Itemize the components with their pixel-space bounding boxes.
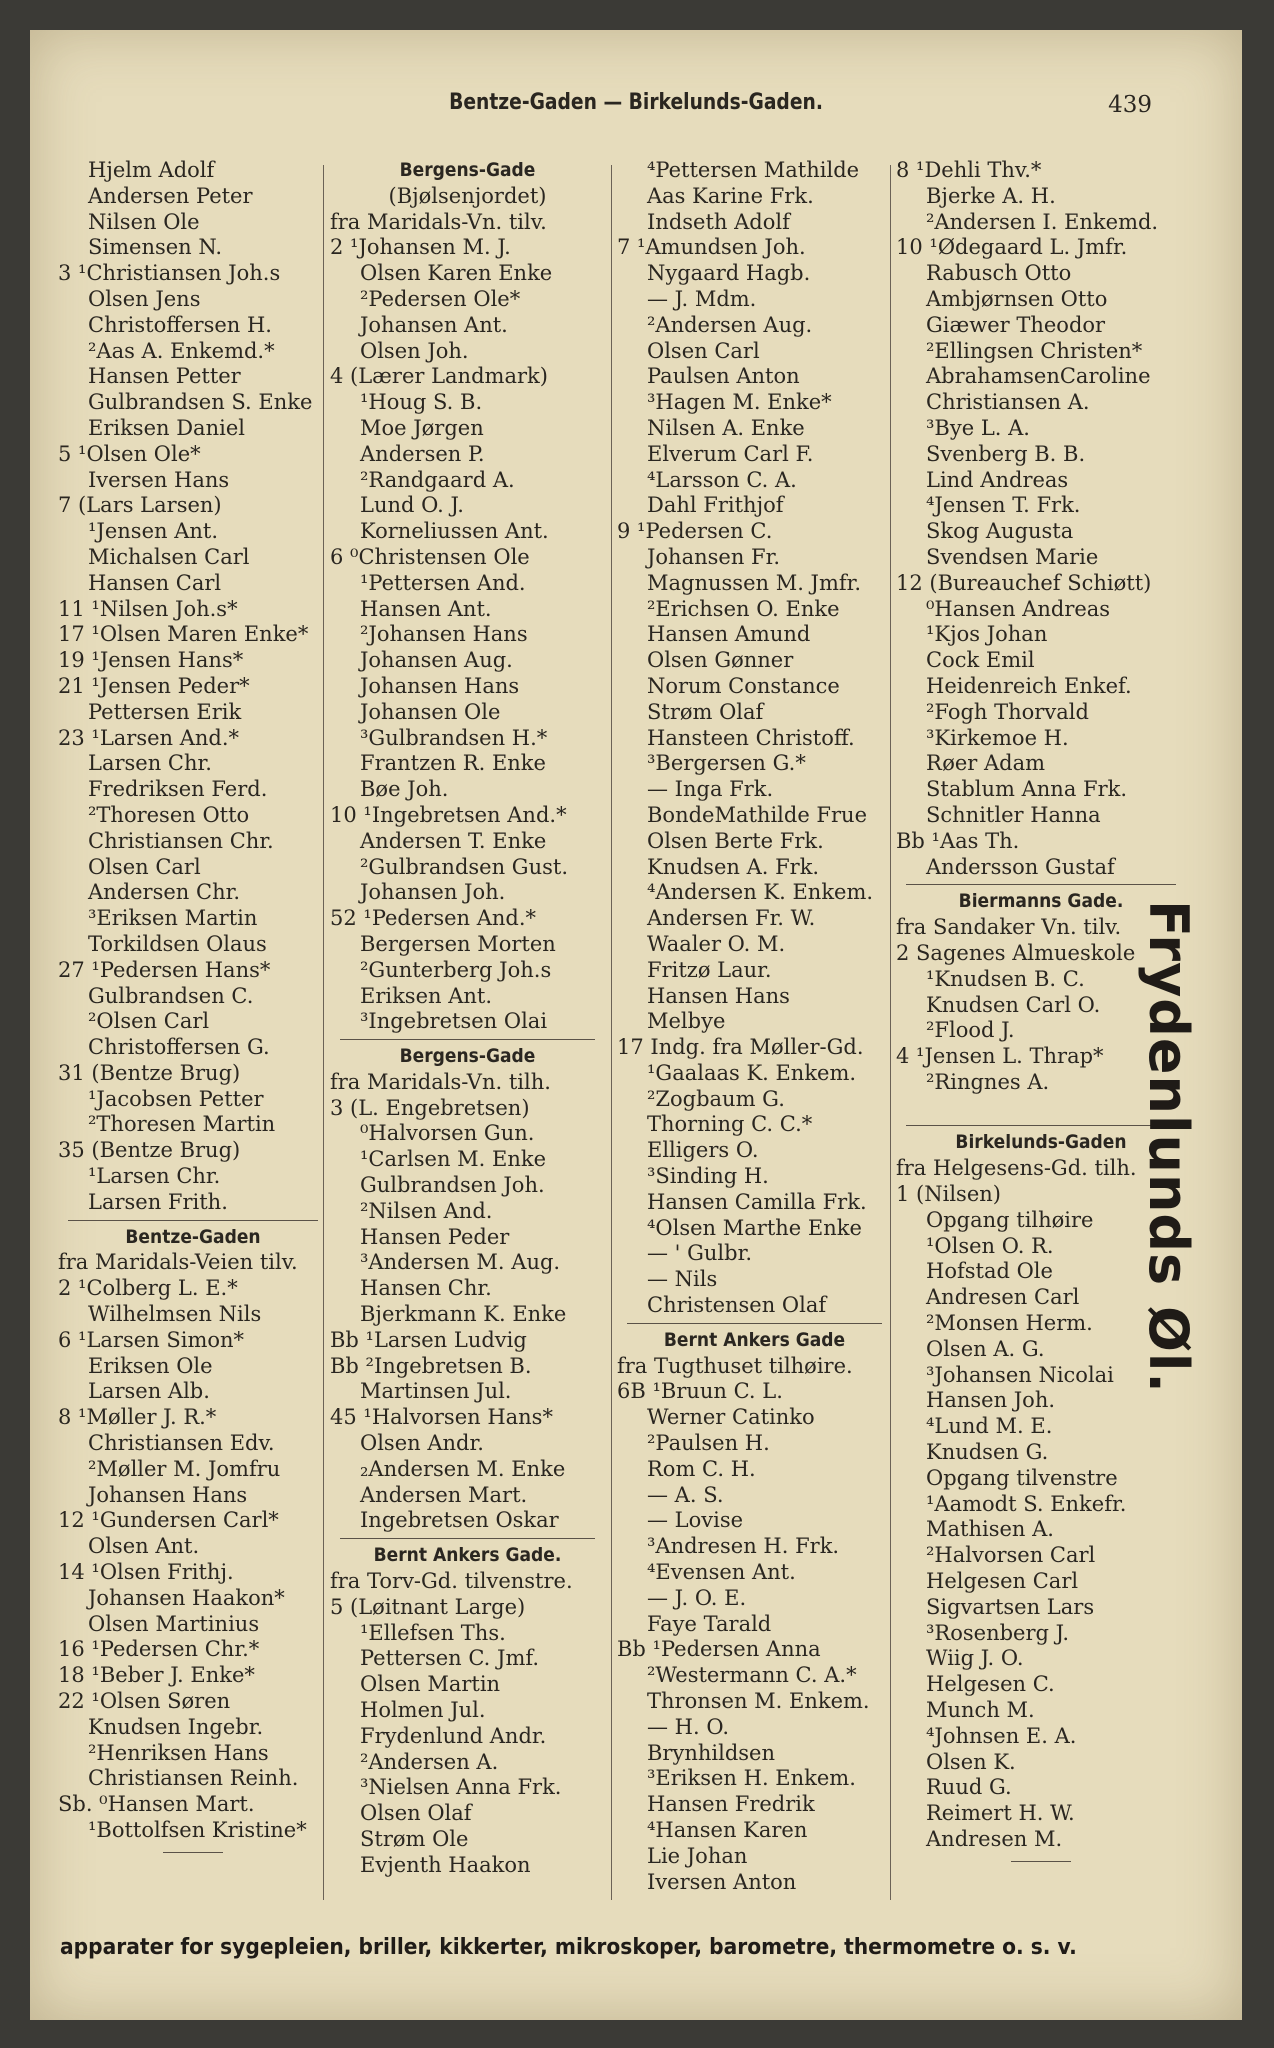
directory-entry: Olsen K.: [926, 1749, 1016, 1774]
directory-entry: 4 ¹Jensen L. Thrap*: [896, 1044, 1104, 1069]
directory-entry: ⁴Jensen T. Frk.: [926, 493, 1081, 518]
directory-entry: ¹Houg S. B.: [360, 390, 483, 415]
directory-entry: Werner Catinko: [647, 1405, 815, 1430]
street-heading: Bernt Ankers Gade.: [373, 1544, 562, 1567]
column-end-mark: [1011, 1861, 1071, 1862]
directory-entry: — Inga Frk.: [647, 777, 774, 802]
directory-entry: Johansen Fr.: [647, 544, 781, 569]
directory-entry: Torkildsen Olaus: [88, 931, 267, 956]
directory-entry: Bb ²Ingebretsen B.: [330, 1353, 532, 1378]
directory-entry: Lund O. J.: [360, 493, 464, 518]
street-heading: Biermanns Gade.: [958, 890, 1124, 913]
directory-entry: ²Pedersen Ole*: [360, 286, 521, 311]
directory-entry: Olsen A. G.: [926, 1336, 1045, 1361]
directory-entry: Hansen Ant.: [360, 596, 492, 621]
directory-entry: 7 ¹Amundsen Joh.: [617, 235, 806, 260]
directory-entry: ⁴Andersen K. Enkem.: [647, 880, 874, 905]
directory-entry: fra Maridals-Vn. tilh.: [330, 1069, 551, 1094]
directory-entry: ⁴Larsson C. A.: [647, 467, 797, 492]
directory-entry: Gulbrandsen S. Enke: [88, 390, 313, 415]
directory-entry: ³Sinding H.: [647, 1164, 769, 1189]
directory-entry: 10 ¹Ingebretsen And.*: [330, 802, 567, 827]
directory-entry: ⁰Halvorsen Gun.: [360, 1121, 535, 1146]
directory-entry: ³Bye L. A.: [926, 415, 1030, 440]
directory-entry: Andersen Mart.: [360, 1482, 528, 1507]
directory-entry: Svenberg B. B.: [926, 441, 1086, 466]
directory-entry: Johansen Ant.: [360, 312, 508, 337]
directory-entry: 5 (Løitnant Large): [330, 1594, 526, 1619]
directory-entry: Ruud G.: [926, 1775, 1012, 1800]
directory-entry: Frydenlund Andr.: [360, 1723, 547, 1748]
directory-entry: Christensen Olaf: [647, 1293, 827, 1318]
directory-entry: Fritzø Laur.: [647, 957, 772, 982]
directory-entry: Knudsen Carl O.: [926, 992, 1101, 1017]
page-number: 439: [1108, 92, 1152, 118]
directory-entry: ²Andersen A.: [360, 1749, 499, 1774]
directory-entry: Moe Jørgen: [360, 415, 484, 440]
directory-entry: Andersen Peter: [88, 183, 253, 208]
directory-entry: Thronsen M. Enkem.: [647, 1689, 870, 1714]
directory-entry: BondeMathilde Frue: [647, 802, 867, 827]
directory-entry: Bjerke A. H.: [926, 183, 1056, 208]
directory-entry: ³Rosenberg J.: [926, 1620, 1070, 1645]
directory-entry: 5 ¹Olsen Ole*: [58, 441, 201, 466]
directory-entry: Hansen Camilla Frk.: [647, 1189, 867, 1214]
directory-entry: (Bjølsenjordet): [388, 183, 547, 208]
directory-entry: Helgesen C.: [926, 1672, 1055, 1697]
directory-entry: ¹Larsen Chr.: [88, 1164, 221, 1189]
directory-entry: Olsen Martin: [360, 1672, 501, 1697]
directory-entry: Stablum Anna Frk.: [926, 777, 1128, 802]
section-divider: [906, 1125, 1176, 1126]
footer-advertisement: apparater for sygepleien, briller, kikkerter, mikroskoper, barometre, thermometre o. s. v.: [60, 1935, 1077, 1960]
directory-entry: ³Bergersen G.*: [647, 751, 806, 776]
directory-entry: ⁴Lund M. E.: [926, 1414, 1053, 1439]
column-divider: [323, 165, 324, 1900]
directory-entry: — Nils: [647, 1267, 718, 1292]
directory-entry: 6 ⁰Christensen Ole: [330, 544, 530, 569]
directory-entry: Sigvartsen Lars: [926, 1594, 1095, 1619]
directory-entry: Pettersen Erik: [88, 699, 242, 724]
directory-entry: Rom C. H.: [647, 1456, 756, 1481]
directory-entry: Cock Emil: [926, 648, 1035, 673]
directory-entry: 11 ¹Nilsen Joh.s*: [58, 596, 238, 621]
directory-entry: 52 ¹Pedersen And.*: [330, 906, 537, 931]
directory-entry: Olsen Berte Frk.: [647, 828, 824, 853]
directory-entry: Christoffersen H.: [88, 312, 272, 337]
directory-entry: ¹Gaalaas K. Enkem.: [647, 1060, 857, 1085]
directory-entry: 22 ¹Olsen Søren: [58, 1689, 231, 1714]
directory-entry: Bjerkmann K. Enke: [360, 1302, 567, 1327]
directory-entry: ³Eriksen H. Enkem.: [647, 1766, 856, 1791]
directory-entry: Røer Adam: [926, 751, 1046, 776]
directory-entry: Svendsen Marie: [926, 544, 1099, 569]
directory-entry: ²Gulbrandsen Gust.: [360, 854, 569, 879]
directory-entry: Johansen Hans: [88, 1482, 248, 1507]
directory-entry: fra Sandaker Vn. tilv.: [896, 915, 1122, 940]
directory-entry: 3 ¹Christiansen Joh.s: [58, 261, 281, 286]
directory-entry: Lie Johan: [647, 1843, 748, 1868]
column-end-mark: [163, 1852, 223, 1853]
directory-entry: ²Randgaard A.: [360, 467, 515, 492]
directory-entry: ²Andersen I. Enkemd.: [926, 209, 1159, 234]
directory-entry: — Lovise: [647, 1508, 744, 1533]
directory-entry: 45 ¹Halvorsen Hans*: [330, 1405, 553, 1430]
directory-entry: 8 ¹Dehli Thv.*: [896, 158, 1042, 182]
directory-entry: 17 Indg. fra Møller-Gd.: [617, 1035, 864, 1060]
directory-entry: 7 (Lars Larsen): [58, 493, 222, 518]
directory-entry: ³Johansen Nicolai: [926, 1362, 1114, 1387]
directory-entry: ³Kirkemoe H.: [926, 725, 1069, 750]
street-heading: Bergens-Gade: [399, 1045, 536, 1068]
directory-entry: 10 ¹Ødegaard L. Jmfr.: [896, 235, 1128, 260]
directory-entry: ₂Andersen M. Enke: [360, 1456, 566, 1481]
directory-entry: Hansen Amund: [647, 622, 811, 647]
directory-entry: Hjelm Adolf: [88, 158, 215, 182]
directory-entry: 9 ¹Pedersen C.: [617, 519, 773, 544]
directory-entry: 2 Sagenes Almueskole: [896, 940, 1136, 965]
directory-entry: Nygaard Hagb.: [647, 261, 811, 286]
directory-entry: ³Andresen H. Frk.: [647, 1534, 840, 1559]
directory-entry: ⁴Evensen Ant.: [647, 1560, 796, 1585]
directory-entry: fra Helgesens-Gd. tilh.: [896, 1156, 1137, 1181]
directory-entry: Michalsen Carl: [88, 544, 250, 569]
directory-entry: 16 ¹Pedersen Chr.*: [58, 1637, 260, 1662]
directory-entry: Aas Karine Frk.: [647, 183, 814, 208]
directory-entry: Johansen Ole: [360, 699, 501, 724]
directory-entry: ³Hagen M. Enke*: [647, 390, 832, 415]
directory-entry: Olsen Ant.: [88, 1534, 200, 1559]
directory-entry: ⁴Johnsen E. A.: [926, 1723, 1077, 1748]
column-2: [330, 158, 605, 1879]
column-divider: [611, 165, 612, 1900]
directory-entry: Munch M.: [926, 1698, 1035, 1723]
directory-entry: Larsen Alb.: [88, 1379, 210, 1404]
directory-entry: Frantzen R. Enke: [360, 751, 546, 776]
directory-entry: ²Monsen Herm.: [926, 1311, 1093, 1336]
directory-entry: ³Nielsen Anna Frk.: [360, 1775, 562, 1800]
directory-entry: Johansen Joh.: [360, 880, 506, 905]
section-divider: [340, 1039, 595, 1040]
directory-entry: 8 ¹Møller J. R.*: [58, 1405, 217, 1430]
directory-entry: Iversen Hans: [88, 467, 230, 492]
directory-entry: Knudsen G.: [926, 1440, 1049, 1465]
directory-entry: Dahl Frithjof: [647, 493, 784, 518]
directory-entry: Martinsen Jul.: [360, 1379, 512, 1404]
directory-entry: Opgang tilvenstre: [926, 1465, 1118, 1490]
side-advertisement-text: Frydenlunds Øl.: [1137, 900, 1200, 1394]
directory-entry: Johansen Aug.: [360, 648, 513, 673]
directory-entry: ¹Ellefsen Ths.: [360, 1620, 506, 1645]
directory-entry: Eriksen Ole: [88, 1353, 213, 1378]
directory-entry: ²Fogh Thorvald: [926, 699, 1089, 724]
directory-entry: ²Flood J.: [926, 1018, 1015, 1043]
directory-entry: Olsen Gønner: [647, 648, 794, 673]
directory-entry: Ingebretsen Oskar: [360, 1508, 559, 1533]
directory-entry: Andersen Fr. W.: [647, 906, 816, 931]
directory-entry: Rabusch Otto: [926, 261, 1072, 286]
directory-entry: Bb ¹Pedersen Anna: [617, 1637, 821, 1662]
directory-entry: 1 (Nilsen): [896, 1182, 1001, 1207]
directory-entry: — J. Mdm.: [647, 286, 757, 311]
directory-entry: 35 (Bentze Brug): [58, 1138, 241, 1163]
directory-entry: Wiig J. O.: [926, 1646, 1024, 1671]
directory-entry: Gulbrandsen Joh.: [360, 1173, 545, 1198]
directory-entry: Olsen Carl: [647, 338, 760, 363]
directory-entry: ²Thoresen Otto: [88, 802, 250, 827]
directory-entry: Olsen Carl: [88, 854, 201, 879]
directory-entry: 12 ¹Gundersen Carl*: [58, 1508, 279, 1533]
directory-entry: Lind Andreas: [926, 467, 1069, 492]
directory-entry: Andersen T. Enke: [360, 828, 547, 853]
directory-entry: Fredriksen Ferd.: [88, 777, 268, 802]
directory-entry: Hofstad Ole: [926, 1259, 1053, 1284]
directory-entry: Olsen Andr.: [360, 1431, 484, 1456]
section-divider: [627, 1323, 882, 1324]
directory-entry: 17 ¹Olsen Maren Enke*: [58, 622, 309, 647]
column-divider: [890, 165, 891, 1900]
directory-entry: ¹Bottolfsen Kristine*: [88, 1818, 307, 1842]
directory-entry: Gulbrandsen C.: [88, 983, 254, 1008]
directory-entry: ²Zogbaum G.: [647, 1086, 785, 1111]
directory-entry: Norum Constance: [647, 673, 840, 698]
directory-entry: AbrahamsenCaroline: [926, 364, 1151, 389]
directory-entry: 2 ¹Colberg L. E.*: [58, 1276, 238, 1301]
directory-entry: Hansen Petter: [88, 364, 241, 389]
directory-entry: 3 (L. Engebretsen): [330, 1095, 530, 1120]
directory-entry: ²Møller M. Jomfru: [88, 1456, 281, 1481]
directory-entry: Elligers O.: [647, 1138, 759, 1163]
directory-entry: 6 ¹Larsen Simon*: [58, 1327, 245, 1352]
directory-entry: Giæwer Theodor: [926, 312, 1106, 337]
directory-entry: Holmen Jul.: [360, 1698, 486, 1723]
directory-entry: Brynhildsen: [647, 1740, 775, 1765]
directory-entry: ²Ellingsen Christen*: [926, 338, 1143, 363]
directory-entry: ⁴Hansen Karen: [647, 1818, 808, 1842]
directory-entry: Larsen Chr.: [88, 751, 212, 776]
directory-entry: Olsen Olaf: [360, 1801, 472, 1826]
directory-entry: 21 ¹Jensen Peder*: [58, 673, 250, 698]
directory-entry: — A. S.: [647, 1482, 724, 1507]
directory-entry: Bergersen Morten: [360, 931, 556, 956]
directory-entry: Evjenth Haakon: [360, 1852, 531, 1877]
directory-entry: 18 ¹Beber J. Enke*: [58, 1663, 255, 1688]
directory-entry: Hansen Chr.: [360, 1276, 492, 1301]
directory-entry: Pettersen C. Jmf.: [360, 1646, 540, 1671]
directory-entry: Melbye: [647, 1009, 726, 1034]
directory-entry: Christiansen A.: [926, 390, 1090, 415]
street-heading: Bergens-Gade: [399, 159, 536, 181]
directory-entry: ⁰Hansen Andreas: [926, 596, 1111, 621]
directory-entry: Bb ¹Aas Th.: [896, 828, 1020, 853]
directory-entry: Helgesen Carl: [926, 1569, 1079, 1594]
directory-entry: Olsen Martinius: [88, 1611, 260, 1636]
directory-entry: Andresen M.: [926, 1827, 1063, 1851]
directory-entry: Andersen Chr.: [88, 880, 241, 905]
directory-entry: Faye Tarald: [647, 1611, 772, 1636]
directory-entry: ²Halvorsen Carl: [926, 1543, 1096, 1568]
directory-page: [30, 30, 1242, 2020]
directory-entry: Opgang tilhøire: [926, 1207, 1094, 1232]
directory-entry: Larsen Frith.: [88, 1189, 228, 1214]
directory-entry: Wilhelmsen Nils: [88, 1302, 262, 1327]
directory-entry: ²Westermann C. A.*: [647, 1663, 857, 1688]
page-header: [30, 90, 1242, 130]
directory-entry: 27 ¹Pedersen Hans*: [58, 957, 271, 982]
directory-entry: Knudsen Ingebr.: [88, 1714, 264, 1739]
directory-entry: Johansen Hans: [360, 673, 520, 698]
directory-entry: Reimert H. W.: [926, 1801, 1075, 1826]
directory-entry: Olsen Jens: [88, 286, 201, 311]
directory-entry: ²Olsen Carl: [88, 1009, 210, 1034]
directory-entry: ⁴Olsen Marthe Enke: [647, 1215, 862, 1240]
directory-entry: fra Torv-Gd. tilvenstre.: [330, 1569, 573, 1594]
directory-entry: Thorning C. C.*: [647, 1112, 813, 1137]
street-heading: Bentze-Gaden: [125, 1225, 261, 1248]
directory-entry: Strøm Ole: [360, 1827, 469, 1851]
column-3: [617, 158, 892, 1895]
directory-entry: Hansen Joh.: [926, 1388, 1056, 1413]
directory-entry: ¹Jensen Ant.: [88, 519, 218, 544]
directory-entry: 19 ¹Jensen Hans*: [58, 648, 244, 673]
directory-entry: 12 (Bureauchef Schiøtt): [896, 570, 1152, 595]
directory-entry: Christoffersen G.: [88, 1035, 270, 1060]
directory-entry: Ambjørnsen Otto: [926, 286, 1108, 311]
directory-entry: ²Andersen Aug.: [647, 312, 813, 337]
directory-entry: ¹Pettersen And.: [360, 570, 526, 595]
directory-entry: ²Gunterberg Joh.s: [360, 957, 552, 982]
directory-entry: Hansteen Christoff.: [647, 725, 855, 750]
directory-entry: Christiansen Edv.: [88, 1431, 275, 1456]
directory-entry: Christiansen Reinh.: [88, 1766, 299, 1791]
directory-entry: Elverum Carl F.: [647, 441, 814, 466]
directory-entry: — ' Gulbr.: [647, 1241, 752, 1266]
directory-entry: Skog Augusta: [926, 519, 1074, 544]
directory-entry: Iversen Anton: [647, 1869, 797, 1894]
street-heading: Birkelunds-Gaden: [955, 1131, 1127, 1154]
directory-entry: Bøe Joh.: [360, 777, 449, 802]
directory-entry: Strøm Olaf: [647, 699, 764, 724]
directory-entry: Sb. ⁰Hansen Mart.: [58, 1792, 255, 1817]
directory-entry: ²Aas A. Enkemd.*: [88, 338, 275, 363]
directory-entry: Mathisen A.: [926, 1517, 1054, 1542]
directory-entry: Andresen Carl: [926, 1285, 1080, 1310]
directory-entry: fra Tugthuset tilhøire.: [617, 1353, 853, 1378]
directory-entry: 14 ¹Olsen Frithj.: [58, 1560, 234, 1585]
directory-entry: ¹Knudsen B. C.: [926, 966, 1085, 991]
directory-entry: Heidenreich Enkef.: [926, 673, 1132, 698]
section-divider: [906, 884, 1176, 885]
directory-entry: ³Eriksen Martin: [88, 906, 258, 931]
directory-entry: ²Erichsen O. Enke: [647, 596, 840, 621]
directory-entry: Johansen Haakon*: [88, 1585, 285, 1610]
directory-entry: Hansen Carl: [88, 570, 222, 595]
directory-entry: Korneliussen Ant.: [360, 519, 549, 544]
directory-entry: Olsen Karen Enke: [360, 261, 553, 286]
directory-entry: ⁴Pettersen Mathilde: [647, 158, 860, 182]
directory-entry: Andersen P.: [360, 441, 485, 466]
section-divider: [68, 1220, 318, 1221]
directory-entry: Schnitler Hanna: [926, 802, 1101, 827]
directory-entry: ¹Carlsen M. Enke: [360, 1147, 547, 1172]
directory-entry: Hansen Hans: [647, 983, 790, 1008]
directory-entry: ³Ingebretsen Olai: [360, 1009, 548, 1034]
directory-entry: 4 (Lærer Landmark): [330, 364, 548, 389]
directory-entry: ²Henriksen Hans: [88, 1740, 269, 1765]
directory-entry: Olsen Joh.: [360, 338, 469, 363]
directory-entry: ¹Jacobsen Petter: [88, 1086, 264, 1111]
section-divider: [340, 1538, 595, 1539]
directory-entry: — H. O.: [647, 1714, 730, 1739]
directory-entry: Simensen N.: [88, 235, 223, 260]
directory-entry: ¹Olsen O. R.: [926, 1233, 1054, 1258]
directory-entry: Waaler O. M.: [647, 931, 786, 956]
directory-entry: ²Johansen Hans: [360, 622, 528, 647]
directory-entry: Knudsen A. Frk.: [647, 854, 820, 879]
directory-entry: ²Paulsen H.: [647, 1431, 770, 1456]
directory-entry: Eriksen Ant.: [360, 983, 493, 1008]
directory-entry: Andersson Gustaf: [926, 854, 1115, 879]
directory-entry: ¹Aamodt S. Enkefr.: [926, 1491, 1127, 1516]
directory-entry: 31 (Bentze Brug): [58, 1060, 241, 1085]
directory-entry: Nilsen A. Enke: [647, 415, 805, 440]
directory-entry: fra Maridals-Veien tilv.: [58, 1250, 298, 1275]
directory-entry: Magnussen M. Jmfr.: [647, 570, 862, 595]
running-head: Bentze-Gaden — Birkelunds-Gaden.: [449, 90, 823, 115]
directory-entry: 23 ¹Larsen And.*: [58, 725, 240, 750]
directory-entry: 6B ¹Bruun C. L.: [617, 1379, 783, 1404]
directory-entry: Paulsen Anton: [647, 364, 800, 389]
directory-entry: Bb ¹Larsen Ludvig: [330, 1327, 527, 1352]
directory-entry: 2 ¹Johansen M. J.: [330, 235, 511, 260]
street-heading: Bernt Ankers Gade: [663, 1328, 846, 1351]
directory-entry: ¹Kjos Johan: [926, 622, 1048, 647]
directory-entry: ²Thoresen Martin: [88, 1112, 276, 1137]
directory-entry: Indseth Adolf: [647, 209, 790, 234]
directory-entry: ²Nilsen And.: [360, 1198, 493, 1223]
directory-entry: Hansen Peder: [360, 1224, 510, 1249]
column-1: [58, 158, 328, 1853]
directory-entry: Nilsen Ole: [88, 209, 200, 234]
directory-entry: Hansen Fredrik: [647, 1792, 815, 1817]
directory-entry: ²Ringnes A.: [926, 1069, 1050, 1094]
directory-entry: Christiansen Chr.: [88, 828, 274, 853]
directory-entry: fra Maridals-Vn. tilv.: [330, 209, 547, 234]
directory-entry: — J. O. E.: [647, 1585, 747, 1610]
directory-entry: ³Andersen M. Aug.: [360, 1250, 561, 1275]
directory-entry: Eriksen Daniel: [88, 415, 245, 440]
directory-entry: ³Gulbrandsen H.*: [360, 725, 548, 750]
